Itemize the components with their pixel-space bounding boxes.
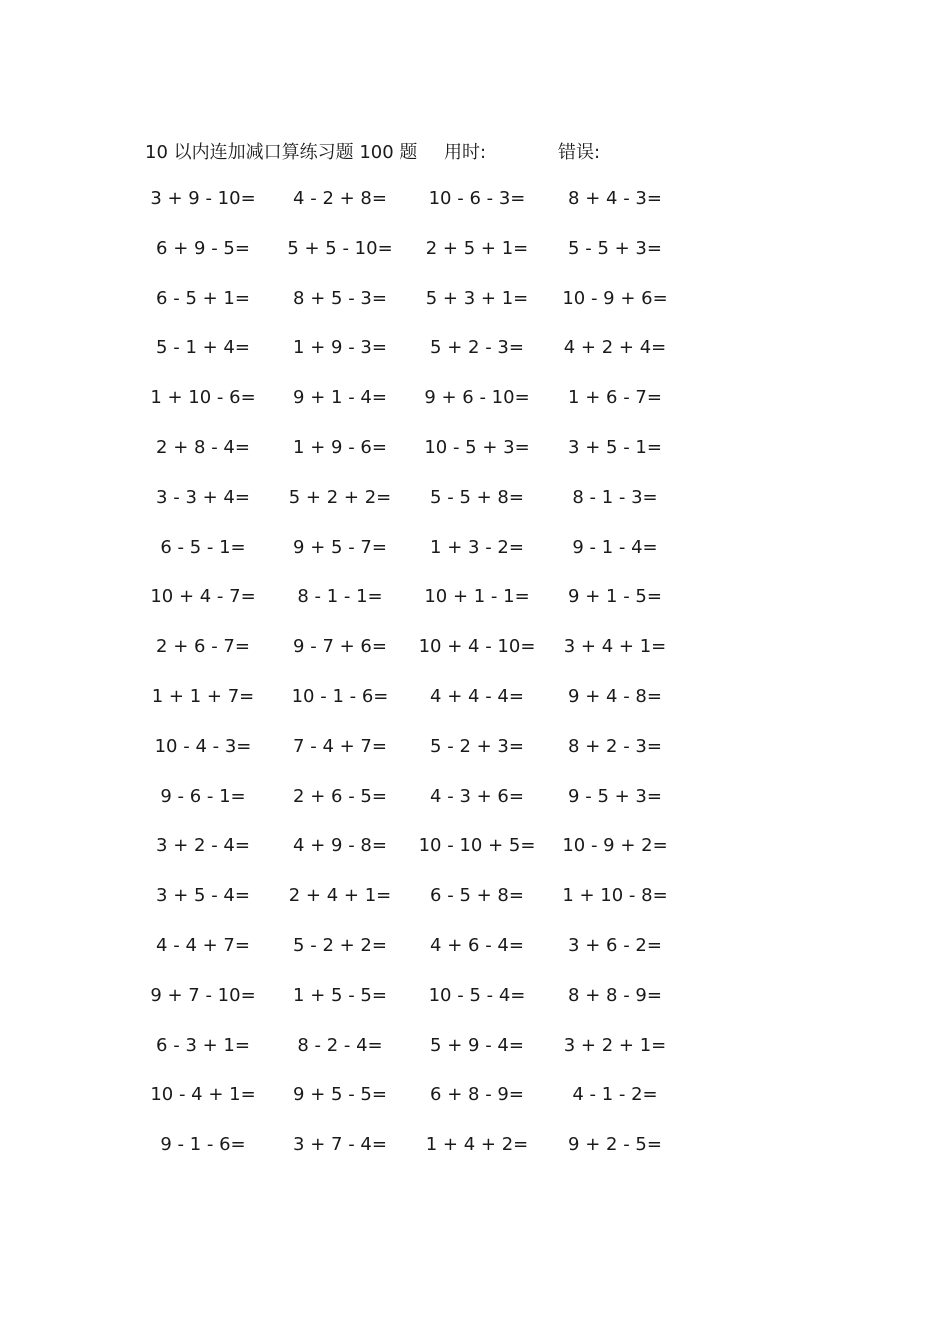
math-problem: 4 - 3 + 6= [430, 785, 524, 807]
problem-row [0, 1132, 950, 1182]
math-problem: 9 - 6 - 1= [160, 785, 246, 807]
math-problem: 3 + 7 - 4= [293, 1134, 387, 1156]
math-problem: 4 - 1 - 2= [572, 1084, 658, 1106]
math-problem: 1 + 6 - 7= [568, 387, 662, 409]
math-problem: 10 + 4 - 10= [418, 636, 536, 658]
math-problem: 8 + 2 - 3= [568, 735, 662, 757]
math-problem: 8 + 4 - 3= [568, 188, 662, 209]
math-problem: 9 + 7 - 10= [150, 984, 256, 1006]
math-problem: 4 + 9 - 8= [293, 835, 387, 857]
math-problem: 5 - 1 + 4= [156, 337, 250, 359]
math-problem: 10 - 9 + 2= [562, 835, 668, 857]
problem-row [0, 186, 950, 236]
math-problem: 1 + 5 - 5= [293, 984, 387, 1006]
problem-row [0, 485, 950, 535]
math-problem: 5 + 9 - 4= [430, 1034, 524, 1056]
math-problem: 3 + 5 - 1= [568, 436, 662, 458]
math-problem: 9 + 1 - 4= [293, 387, 387, 409]
math-problem: 4 - 4 + 7= [156, 934, 250, 956]
math-problem: 5 + 2 + 2= [288, 486, 392, 508]
math-problem: 3 + 5 - 4= [156, 885, 250, 907]
math-problem: 9 + 2 - 5= [568, 1134, 662, 1156]
math-problem: 6 + 8 - 9= [430, 1084, 524, 1106]
problem-row [0, 286, 950, 336]
problem-row [0, 684, 950, 734]
problem-row [0, 734, 950, 784]
math-problem: 10 - 1 - 6= [291, 685, 389, 707]
problem-row [0, 584, 950, 634]
math-problem: 5 - 5 + 3= [568, 237, 662, 259]
math-problem: 6 - 3 + 1= [156, 1034, 250, 1056]
math-problem: 4 + 4 - 4= [430, 685, 524, 707]
math-problem: 10 - 9 + 6= [562, 287, 668, 309]
math-problem: 10 - 6 - 3= [428, 188, 526, 209]
math-problem: 4 + 2 + 4= [563, 337, 667, 359]
problem-row [0, 1082, 950, 1132]
math-problem: 8 - 1 - 3= [572, 486, 658, 508]
worksheet-header [0, 138, 950, 164]
time-used-label: 用时: [444, 142, 487, 163]
math-problem: 9 - 5 + 3= [568, 785, 662, 807]
problem-row [0, 784, 950, 834]
math-problem: 9 - 1 - 4= [572, 536, 658, 558]
math-problem: 3 + 2 + 1= [563, 1034, 667, 1056]
math-problem: 6 + 9 - 5= [156, 237, 250, 259]
math-problem: 7 - 4 + 7= [293, 735, 387, 757]
math-problem: 9 - 1 - 6= [160, 1134, 246, 1156]
math-problem: 8 + 8 - 9= [568, 984, 662, 1006]
math-problem: 10 - 5 - 4= [428, 984, 526, 1006]
math-problem: 6 - 5 + 1= [156, 287, 250, 309]
math-problem: 10 + 1 - 1= [424, 586, 530, 608]
math-problem: 10 - 4 + 1= [150, 1084, 256, 1106]
math-problem: 9 + 5 - 5= [293, 1084, 387, 1106]
problem-row [0, 634, 950, 684]
problem-row [0, 236, 950, 286]
math-problem: 1 + 3 - 2= [430, 536, 524, 558]
math-problem: 2 + 6 - 5= [293, 785, 387, 807]
math-problem: 5 + 5 - 10= [287, 237, 393, 259]
math-problem: 3 + 6 - 2= [568, 934, 662, 956]
math-problem: 5 - 5 + 8= [430, 486, 524, 508]
math-problem: 2 + 8 - 4= [156, 436, 250, 458]
math-problem: 8 + 5 - 3= [293, 287, 387, 309]
math-problem: 1 + 1 + 7= [151, 685, 255, 707]
math-problem: 9 + 6 - 10= [424, 387, 530, 409]
problem-row [0, 535, 950, 585]
math-problem: 3 + 9 - 10= [150, 188, 256, 209]
math-problem: 2 + 5 + 1= [425, 237, 529, 259]
problem-row [0, 1033, 950, 1083]
math-problem: 1 + 9 - 3= [293, 337, 387, 359]
math-problem: 9 - 7 + 6= [293, 636, 387, 658]
math-problem: 5 - 2 + 3= [430, 735, 524, 757]
math-problem: 5 + 2 - 3= [430, 337, 524, 359]
math-problem: 6 - 5 + 8= [430, 885, 524, 907]
math-problem: 2 + 6 - 7= [156, 636, 250, 658]
worksheet-title: 10 以内连加减口算练习题 100 题 [145, 142, 418, 163]
math-problem: 8 - 2 - 4= [297, 1034, 383, 1056]
math-problem: 4 + 6 - 4= [430, 934, 524, 956]
math-problem: 3 + 4 + 1= [563, 636, 667, 658]
problem-row [0, 983, 950, 1033]
math-problem: 9 + 5 - 7= [293, 536, 387, 558]
math-problem: 2 + 4 + 1= [288, 885, 392, 907]
problem-row [0, 435, 950, 485]
math-problem: 5 - 2 + 2= [293, 934, 387, 956]
problem-row [0, 933, 950, 983]
math-problem: 10 - 5 + 3= [424, 436, 530, 458]
problem-row [0, 335, 950, 385]
errors-label: 错误: [558, 142, 601, 163]
problem-row [0, 833, 950, 883]
math-problem: 10 - 10 + 5= [418, 835, 536, 857]
math-problem: 1 + 10 - 6= [150, 387, 256, 409]
math-problem: 5 + 3 + 1= [425, 287, 529, 309]
math-problem: 10 - 4 - 3= [154, 735, 252, 757]
math-problem: 1 + 10 - 8= [562, 885, 668, 907]
math-problem: 9 + 1 - 5= [568, 586, 662, 608]
math-problem: 10 + 4 - 7= [150, 586, 256, 608]
math-problem: 9 + 4 - 8= [568, 685, 662, 707]
math-problem: 3 + 2 - 4= [156, 835, 250, 857]
math-problem: 8 - 1 - 1= [297, 586, 383, 608]
problem-row [0, 385, 950, 435]
math-problem: 3 - 3 + 4= [156, 486, 250, 508]
math-problem: 1 + 9 - 6= [293, 436, 387, 458]
math-problem: 1 + 4 + 2= [425, 1134, 529, 1156]
math-problem: 4 - 2 + 8= [293, 188, 387, 209]
problem-grid [0, 186, 950, 1182]
math-problem: 6 - 5 - 1= [160, 536, 246, 558]
problem-row [0, 883, 950, 933]
